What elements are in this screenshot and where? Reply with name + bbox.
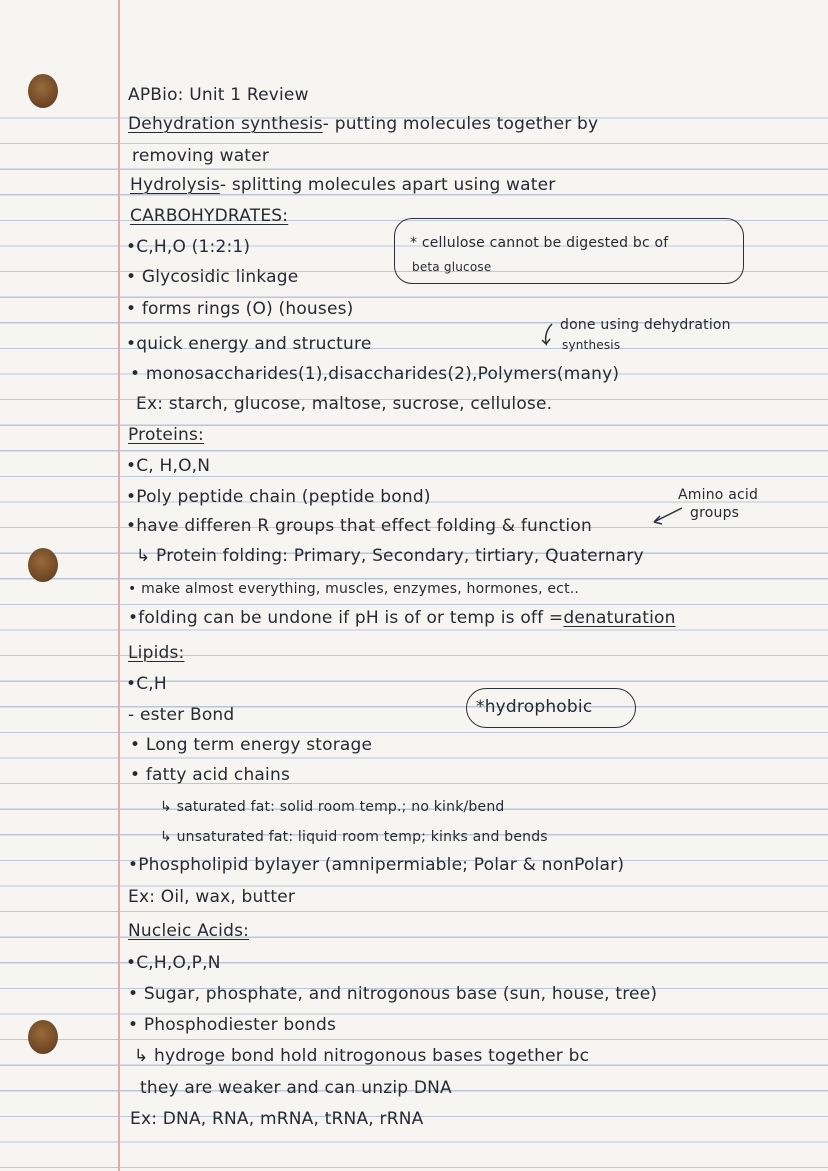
carbs-line-5: • monosaccharides(1),disaccharides(2),Polymers(many) bbox=[130, 364, 620, 384]
carbs-heading: CARBOHYDRATES: bbox=[130, 206, 289, 226]
denaturation-term: denaturation bbox=[563, 608, 676, 628]
amino-note: Amino acid bbox=[678, 487, 759, 503]
amino-note-cont: groups bbox=[690, 505, 740, 521]
nucleic-line-6: Ex: DNA, RNA, mRNA, tRNA, rRNA bbox=[130, 1109, 424, 1129]
proteins-line-6 bbox=[128, 607, 676, 629]
lipids-line-5: ↳ saturated fat: solid room temp.; no kink/bend bbox=[160, 799, 505, 815]
dehydration-note: done using dehydration bbox=[560, 317, 731, 333]
punch-hole-bottom bbox=[28, 1020, 58, 1054]
lipids-line-7: •Phospholipid bylayer (amnipermiable; Polar & nonPolar) bbox=[128, 855, 625, 875]
lipids-line-4: • fatty acid chains bbox=[130, 765, 291, 785]
hydrolysis-def: - splitting molecules apart using water bbox=[219, 175, 556, 195]
proteins-line-4: ↳ Protein folding: Primary, Secondary, tirtiary, Quaternary bbox=[136, 546, 644, 566]
proteins-line-5: • make almost everything, muscles, enzymes, hormones, ect.. bbox=[128, 581, 580, 597]
amino-arrow-icon bbox=[650, 506, 686, 530]
dehydration-def: - putting molecules together by bbox=[322, 114, 599, 134]
carbs-line-6: Ex: starch, glucose, maltose, sucrose, cellulose. bbox=[136, 394, 553, 414]
lipids-line-6: ↳ unsaturated fat: liquid room temp; kinks and bends bbox=[160, 829, 548, 845]
dehydration-note-cont: synthesis bbox=[562, 338, 621, 352]
hydrophobic-note: *hydrophobic bbox=[476, 697, 593, 717]
dehydration-term: Dehydration synthesis bbox=[128, 114, 323, 134]
proteins-line-2: •Poly peptide chain (peptide bond) bbox=[126, 487, 431, 507]
nucleic-line-3: • Phosphodiester bonds bbox=[128, 1015, 337, 1035]
dehydration-def-cont: removing water bbox=[132, 146, 270, 166]
nucleic-line-5: they are weaker and can unzip DNA bbox=[140, 1078, 452, 1098]
lipids-line-2: - ester Bond bbox=[128, 705, 235, 725]
nucleic-line-1: •C,H,O,P,N bbox=[126, 953, 221, 973]
cellulose-note: * cellulose cannot be digested bc of bbox=[410, 235, 669, 251]
proteins-line-3: •have differen R groups that effect folding & function bbox=[126, 516, 592, 536]
carbs-line-4: •quick energy and structure bbox=[126, 334, 372, 354]
cellulose-note-cont: beta glucose bbox=[412, 260, 492, 274]
carbs-line-2: • Glycosidic linkage bbox=[126, 267, 299, 287]
lipids-line-3: • Long term energy storage bbox=[130, 735, 373, 755]
dehydration-arrow-icon bbox=[538, 322, 560, 358]
punch-hole-middle bbox=[28, 548, 58, 582]
lipids-heading: Lipids: bbox=[128, 643, 185, 663]
page-top-margin bbox=[0, 0, 828, 93]
page-title: APBio: Unit 1 Review bbox=[128, 85, 309, 105]
hydrolysis-term: Hydrolysis bbox=[130, 175, 220, 195]
margin-line bbox=[118, 0, 120, 1171]
proteins-line-1: •C, H,O,N bbox=[126, 456, 211, 476]
proteins-line-6-text: •folding can be undone if pH is of or temp is off = bbox=[128, 608, 564, 628]
dehydration-line bbox=[128, 113, 598, 135]
hydrolysis-line bbox=[130, 174, 555, 196]
nucleic-heading: Nucleic Acids: bbox=[128, 921, 250, 941]
proteins-heading: Proteins: bbox=[128, 425, 204, 445]
punch-hole-top bbox=[28, 74, 58, 108]
carbs-line-3: • forms rings (O) (houses) bbox=[126, 299, 354, 319]
lipids-line-8: Ex: Oil, wax, butter bbox=[128, 887, 296, 907]
lipids-line-1: •C,H bbox=[126, 674, 167, 694]
carbs-line-1: •C,H,O (1:2:1) bbox=[126, 237, 251, 257]
nucleic-line-4: ↳ hydroge bond hold nitrogonous bases together bc bbox=[134, 1046, 590, 1066]
nucleic-line-2: • Sugar, phosphate, and nitrogonous base (sun, house, tree) bbox=[128, 984, 658, 1004]
